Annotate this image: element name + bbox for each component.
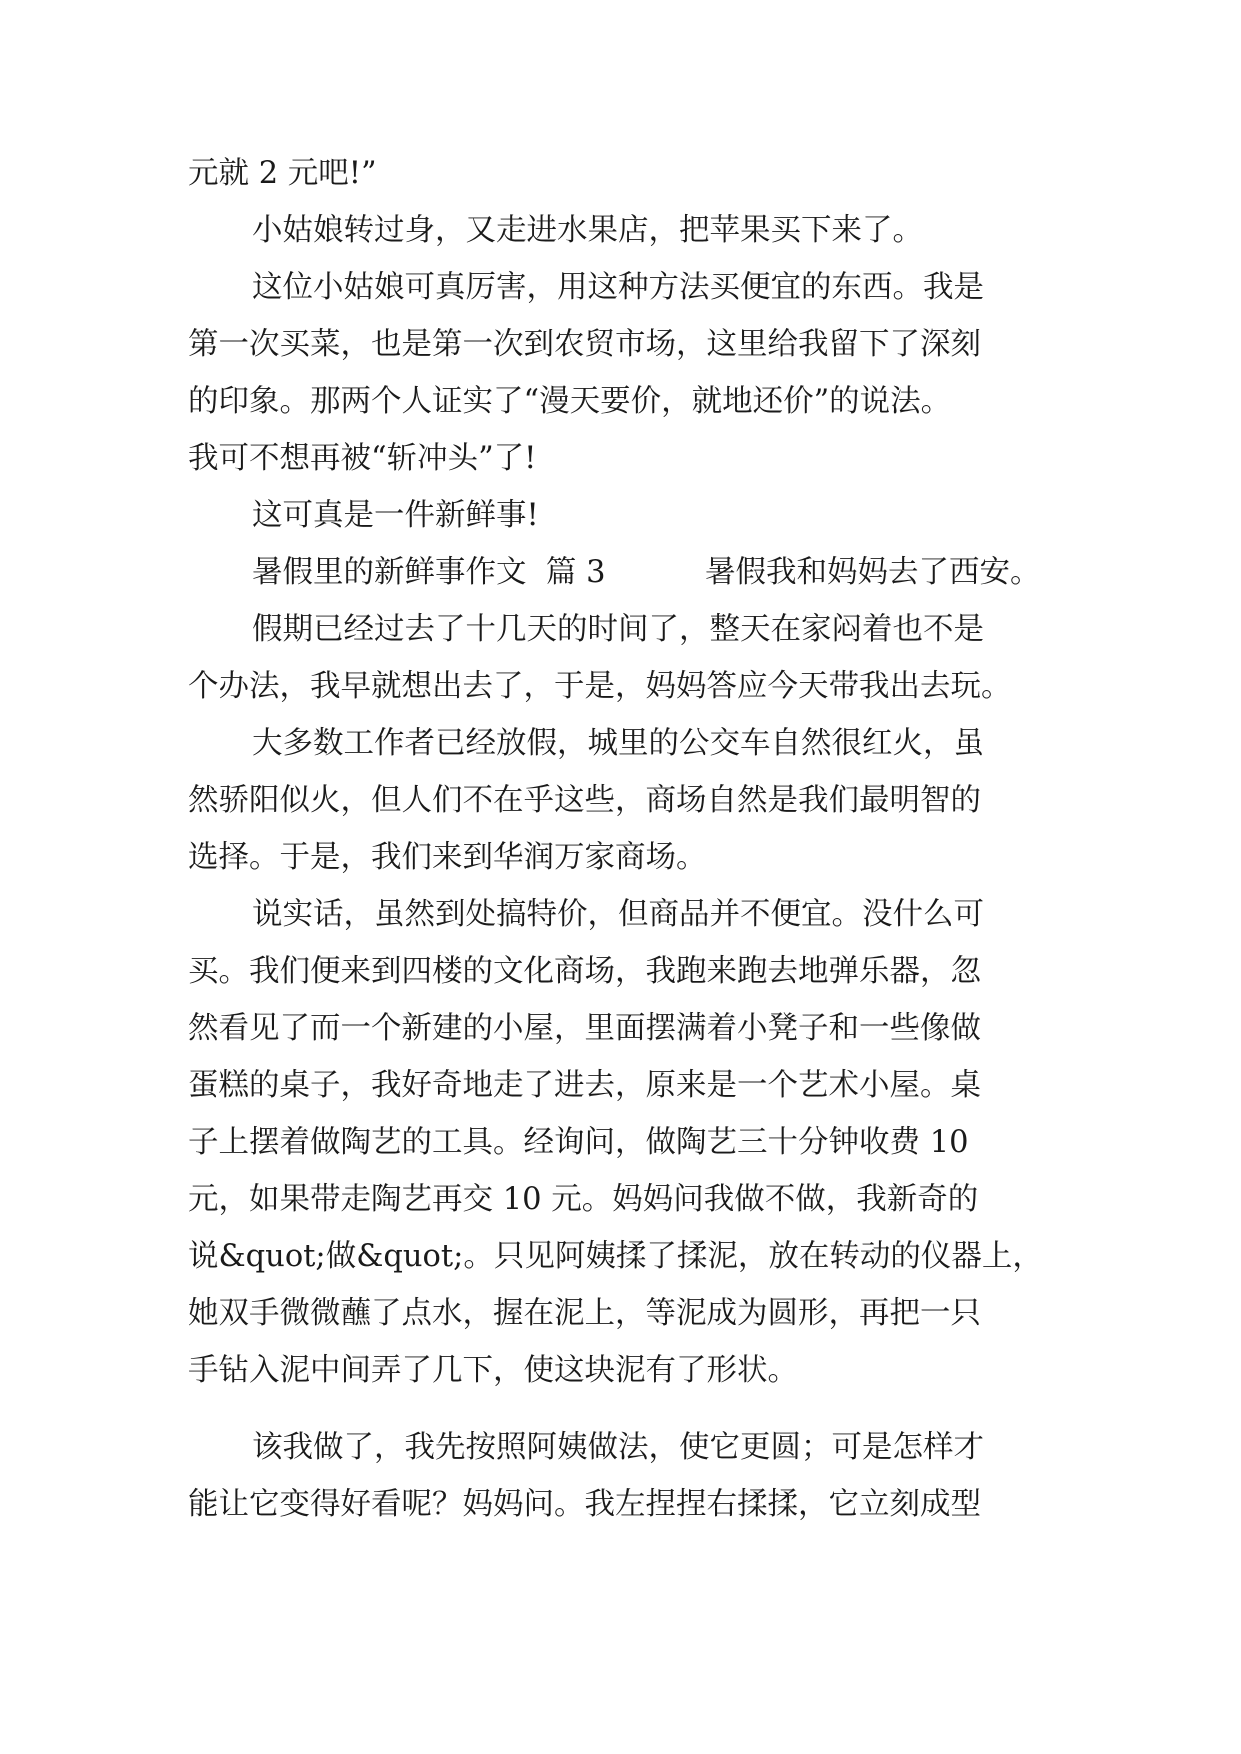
paragraph-line: 这可真是一件新鲜事! [252, 498, 539, 533]
text-line: 然看见了而一个新建的小屋，里面摆满着小凳子和一些像做 [188, 1011, 981, 1046]
text-line: 的印象。那两个人证实了“漫天要价，就地还价”的说法。 [188, 384, 952, 419]
paragraph-line: 大多数工作者已经放假，城里的公交车自然很红火，虽 [252, 726, 984, 761]
text-line: 我可不想再被“斩冲头”了! [188, 441, 537, 476]
text-line: 选择。于是，我们来到华润万家商场。 [188, 840, 707, 875]
essay-heading: 暑假里的新鲜事作文 篇 3 [252, 555, 606, 590]
text-line: 手钻入泥中间弄了几下，使这块泥有了形状。 [188, 1353, 798, 1388]
text-line: 暑假我和妈妈去了西安。 [705, 555, 1041, 590]
text-line: 子上摆着做陶艺的工具。经询问，做陶艺三十分钟收费 10 [188, 1125, 969, 1160]
text-line: 然骄阳似火，但人们不在乎这些，商场自然是我们最明智的 [188, 783, 981, 818]
paragraph-line: 该我做了，我先按照阿姨做法，使它更圆；可是怎样才 [252, 1430, 984, 1465]
paragraph-line: 假期已经过去了十几天的时间了，整天在家闷着也不是 [252, 612, 984, 647]
text-line: 元就 2 元吧!” [188, 156, 377, 191]
text-line: 元，如果带走陶艺再交 10 元。妈妈问我做不做，我新奇的 [188, 1182, 979, 1217]
text-line: 她双手微微蘸了点水，握在泥上，等泥成为圆形，再把一只 [188, 1296, 981, 1331]
text-line: 第一次买菜，也是第一次到农贸市场，这里给我留下了深刻 [188, 327, 981, 362]
text-line: 蛋糕的桌子，我好奇地走了进去，原来是一个艺术小屋。桌 [188, 1068, 981, 1103]
paragraph-line: 小姑娘转过身，又走进水果店，把苹果买下来了。 [252, 213, 923, 248]
text-line: 个办法，我早就想出去了，于是，妈妈答应今天带我出去玩。 [188, 669, 1012, 704]
text-line: 买。我们便来到四楼的文化商场，我跑来跑去地弹乐器，忽 [188, 954, 981, 989]
paragraph-line: 这位小姑娘可真厉害，用这种方法买便宜的东西。我是 [252, 270, 984, 305]
paragraph-line: 说实话，虽然到处搞特价，但商品并不便宜。没什么可 [252, 897, 984, 932]
text-line: 能让它变得好看呢？妈妈问。我左捏捏右揉揉，它立刻成型 [188, 1487, 981, 1522]
text-line: 说&quot;做&quot;。只见阿姨揉了揉泥，放在转动的仪器上， [188, 1239, 1043, 1274]
